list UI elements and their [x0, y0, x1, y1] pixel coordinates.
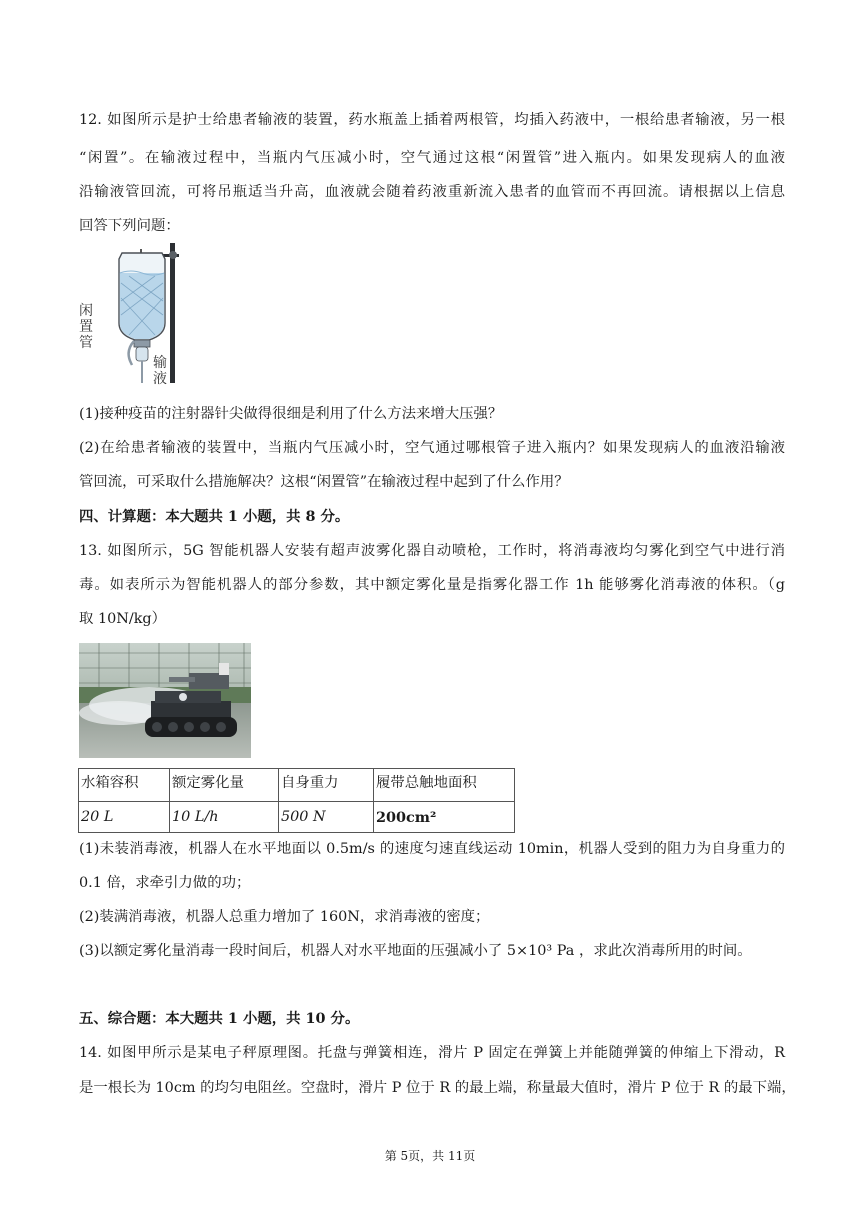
section5-heading: 五、综合题：本大题共 1 小题，共 10 分。: [79, 1010, 360, 1027]
q13-line-1: 13. 如图所示，5G 智能机器人安装有超声波雾化器自动喷枪，工作时，将消毒液均匀雾化到空气中进行消: [79, 543, 785, 559]
infusion-label: 输液: [153, 355, 167, 387]
table-row: [79, 802, 515, 833]
q12-line-1: 12. 如图所示是护士给患者输液的装置，药水瓶盖上插着两根管，均插入药液中，一根给患者输液，另一根: [79, 112, 785, 128]
disinfection-robot-photo: [79, 643, 251, 758]
table-header-row: [79, 769, 515, 802]
robot-parameter-table: [78, 768, 515, 833]
q13-sub3: (3)以额定雾化量消毒一段时间后，机器人对水平地面的压强减小了 5×10³ Pa ，求此次消毒所用的时间。: [79, 943, 752, 959]
iv-drip-figure: [79, 243, 189, 386]
page-number: 第 5页，共 11页: [384, 1149, 476, 1163]
header-self-weight: 自身重力: [279, 769, 374, 802]
q14-line-1: 14. 如图甲所示是某电子秤原理图。托盘与弹簧相连，滑片 P 固定在弹簧上并能随弹簧的伸缩上下滑动，R: [79, 1045, 785, 1061]
header-rated-atomization: 额定雾化量: [170, 769, 279, 802]
q13-sub1-line2: 0.1 倍，求牵引力做的功；: [79, 875, 251, 891]
section4-heading: 四、计算题：本大题共 1 小题，共 8 分。: [79, 508, 350, 525]
q12-sub2-line1: (2)在给患者输液的装置中，当瓶内气压减小时，空气通过哪根管子进入瓶内？如果发现病人的血液沿输液: [79, 440, 785, 456]
header-tank-capacity: 水箱容积: [79, 769, 170, 802]
q13-sub2: (2)装满消毒液，机器人总重力增加了 160N，求消毒液的密度；: [79, 909, 490, 925]
cell-tank-capacity: 20 L: [79, 802, 170, 833]
q12-line-3: 沿输液管回流，可将吊瓶适当升高，血液就会随着药液重新流入患者的血管而不再回流。请根据以上信息: [79, 184, 785, 200]
q13-line-3: 取 10N/kg）: [79, 611, 167, 627]
cell-self-weight: 500 N: [279, 802, 374, 833]
q12-line-4: 回答下列问题：: [79, 218, 180, 234]
cell-track-contact-area: 200cm²: [374, 802, 515, 833]
q13-line-2: 毒。如表所示为智能机器人的部分参数，其中额定雾化量是指雾化器工作 1h 能够雾化消毒液的体积。（g: [79, 577, 785, 593]
q12-sub2-line2: 管回流，可采取什么措施解决？这根“闲置管”在输液过程中起到了什么作用？: [79, 474, 569, 490]
q12-sub1: (1)接种疫苗的注射器针尖做得很细是利用了什么方法来增大压强？: [79, 406, 503, 422]
iv-drip-diagram: [79, 243, 189, 386]
idle-tube-label: 闲置管: [79, 303, 93, 351]
q12-line-2: “闲置”。在输液过程中，当瓶内气压减小时，空气通过这根“闲置管”进入瓶内。如果发现病人的血液: [79, 150, 785, 166]
q14-line-2: 是一根长为 10cm 的均匀电阻丝。空盘时，滑片 P 位于 R 的最上端，称量最大值时，滑片 P 位于 R 的最下端，: [79, 1080, 796, 1096]
cell-rated-atomization: 10 L/h: [170, 802, 279, 833]
header-track-contact-area: 履带总触地面积: [374, 769, 515, 802]
q13-sub1-line1: (1)未装消毒液，机器人在水平地面以 0.5m/s 的速度匀速直线运动 10min，机器人受到的阻力为自身重力的: [79, 841, 785, 857]
